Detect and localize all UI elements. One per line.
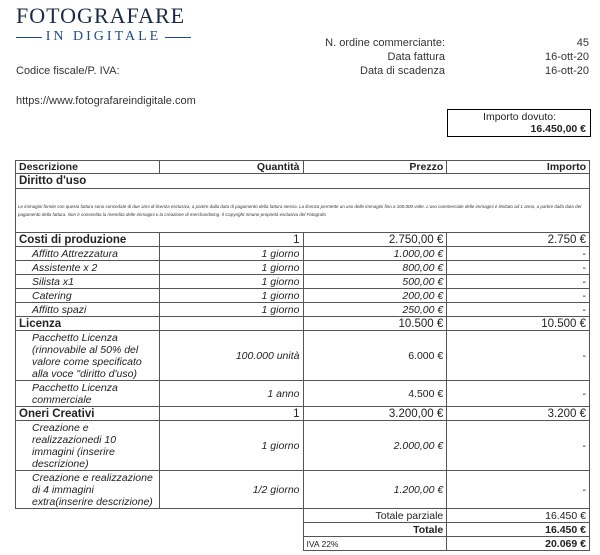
col-price: Prezzo [303, 161, 447, 174]
rights-note-row [16, 189, 590, 233]
license-price: 10.500 € [303, 317, 447, 331]
subtotal-row [16, 509, 590, 523]
creative-qty: 1 [159, 407, 303, 421]
item-amount: - [447, 381, 590, 407]
item-price: 500,00 € [303, 275, 447, 289]
production-qty: 1 [159, 233, 303, 247]
item-amount: - [447, 247, 590, 261]
item-price: 1.000,00 € [303, 247, 447, 261]
logo-wordmark: FOTOGRAFARE [16, 3, 186, 28]
item-qty: 1 giorno [159, 261, 303, 275]
license-title: Licenza [16, 317, 160, 331]
item-qty: 1 giorno [159, 421, 303, 471]
table-row [16, 381, 590, 407]
production-amount: 2.750 € [447, 233, 590, 247]
invoice-date-label: Data fattura [387, 51, 445, 63]
item-price: 2.000,00 € [303, 421, 447, 471]
fiscal-code-label: Codice fiscale/P. IVA: [16, 65, 120, 77]
company-logo [16, 5, 191, 49]
item-description: Creazione e realizzazione di 4 immagini extra(inserire descrizione) [16, 471, 160, 509]
item-description: Affitto Attrezzatura [16, 247, 160, 261]
item-description: Pacchetto Licenza (rinnovabile al 50% del valore come specificato alla voce "diritto d'uso) [16, 331, 160, 381]
item-description: Assistente x 2 [16, 261, 160, 275]
creative-amount: 3.200 € [447, 407, 590, 421]
vat-value: 20.069 € [447, 537, 590, 551]
table-header [16, 161, 590, 174]
amount-due-label: Importo dovuto: [483, 111, 556, 123]
due-date-label: Data di scadenza [360, 65, 445, 77]
website-link[interactable]: https://www.fotografareindigitale.com [16, 95, 196, 107]
col-amount: Importo [447, 161, 590, 174]
item-description: Silista x1 [16, 275, 160, 289]
rights-note: Le immagini fornite con questa fattura sono concedate di due anni di licenza esclusiva, a partire dalla data di pagamento della fattura stessa. La licenza permette un uso delle immagini fino a 100.000 volte. L'uso commerciale delle immagini è limitato ad 1 anno, a partire dalla data del pagamento della fattura. Non è consentita la rivendita delle immagini o la creazione di merchandising. Il Copyright rimane proprietà esclusiva del Fotografo [16, 189, 590, 233]
production-row [16, 233, 590, 247]
total-label: Totale [303, 523, 447, 537]
table-row [16, 331, 590, 381]
item-qty: 1 giorno [159, 275, 303, 289]
item-amount: - [447, 421, 590, 471]
order-number-value: 45 [576, 37, 589, 49]
subtotal-label: Totale parziale [303, 509, 447, 523]
total-row [16, 523, 590, 537]
item-amount: - [447, 303, 590, 317]
item-qty: 1 giorno [159, 247, 303, 261]
item-price: 800,00 € [303, 261, 447, 275]
invoice-date-value: 16-ott-20 [544, 51, 589, 63]
license-row [16, 317, 590, 331]
item-description: Pacchetto Licenza commerciale [16, 381, 160, 407]
amount-due-value: 16.450,00 € [530, 123, 586, 135]
production-title: Costi di produzione [16, 233, 160, 247]
item-amount: - [447, 261, 590, 275]
item-qty: 100.000 unità [159, 331, 303, 381]
table-row [16, 471, 590, 509]
item-price: 200,00 € [303, 289, 447, 303]
item-price: 4.500 € [303, 381, 447, 407]
col-quantity: Quantità [159, 161, 303, 174]
item-description: Affitto spazi [16, 303, 160, 317]
item-amount: - [447, 471, 590, 509]
creative-price: 3.200,00 € [303, 407, 447, 421]
subtotal-value: 16.450 € [447, 509, 590, 523]
license-amount: 10.500 € [447, 317, 590, 331]
table-row [16, 275, 590, 289]
col-description: Descrizione [16, 161, 160, 174]
item-amount: - [447, 331, 590, 381]
item-price: 1.200,00 € [303, 471, 447, 509]
table-row [16, 261, 590, 275]
total-value: 16.450 € [447, 523, 590, 537]
vat-row [16, 537, 590, 551]
item-description: Catering [16, 289, 160, 303]
production-price: 2.750,00 € [303, 233, 447, 247]
vat-label: IVA 22% [303, 537, 447, 551]
table-row [16, 247, 590, 261]
item-amount: - [447, 289, 590, 303]
rights-title: Diritto d'uso [16, 174, 590, 189]
table-row [16, 303, 590, 317]
order-number-label: N. ordine commerciante: [325, 37, 445, 49]
table-row [16, 289, 590, 303]
item-qty: 1 anno [159, 381, 303, 407]
creative-row [16, 407, 590, 421]
item-qty: 1/2 giorno [159, 471, 303, 509]
invoice-table [15, 160, 590, 551]
creative-title: Oneri Creativi [16, 407, 160, 421]
item-qty: 1 giorno [159, 303, 303, 317]
rights-title-row [16, 174, 590, 189]
amount-due-box [447, 109, 591, 137]
item-amount: - [447, 275, 590, 289]
logo-subline: IN DIGITALE [16, 29, 191, 45]
due-date-value: 16-ott-20 [544, 65, 589, 77]
item-qty: 1 giorno [159, 289, 303, 303]
item-price: 6.000 € [303, 331, 447, 381]
table-row [16, 421, 590, 471]
item-price: 250,00 € [303, 303, 447, 317]
item-description: Creazione e realizzazionedi 10 immagini (inserire descrizione) [16, 421, 160, 471]
